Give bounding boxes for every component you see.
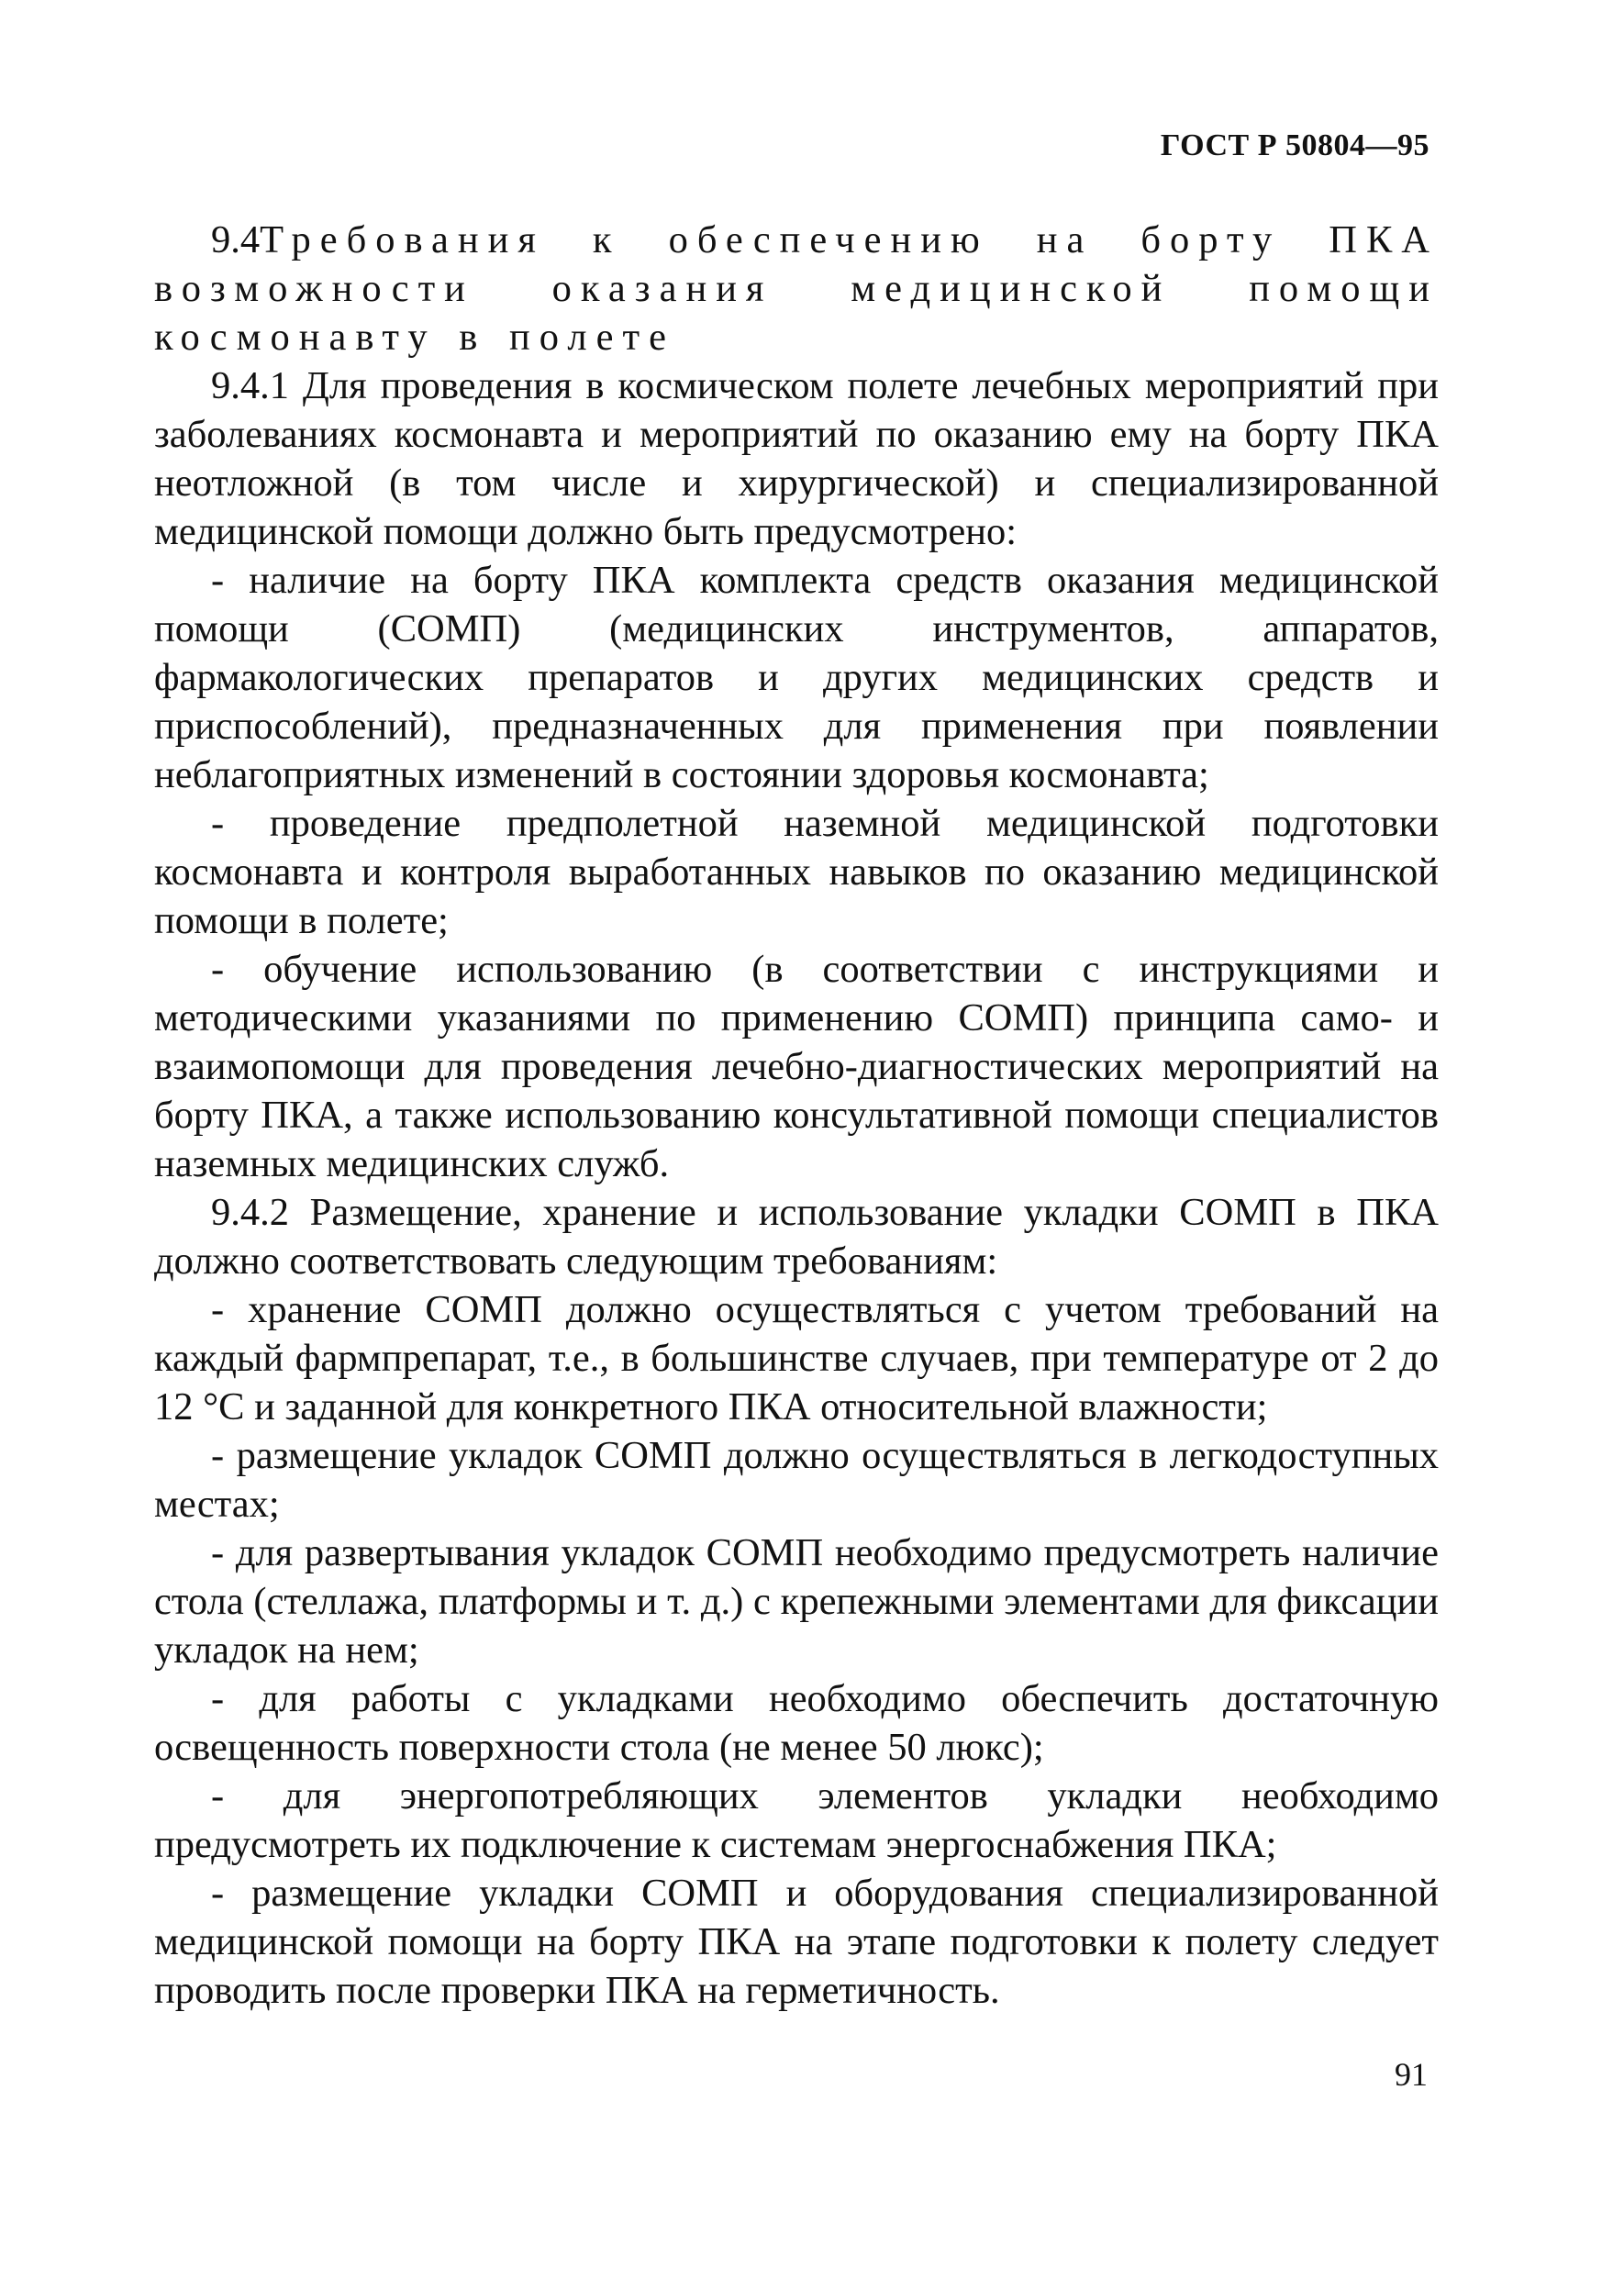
document-body	[154, 216, 1439, 2015]
list-item: - проведение предполетной наземной медицинской подготовки космонавта и контроля выработанных навыков по оказанию медицинской помощи в полете;	[154, 802, 1439, 942]
list-item: - для развертывания укладок СОМП необходимо предусмотреть наличие стола (стеллажа, платформы и т. д.) с крепежными элементами для фиксации укладок на нем;	[154, 1531, 1439, 1672]
section-title-text: Требования к обеспечению на борту ПКА возможности оказания медицинской помощи космонавту в полете	[154, 218, 1439, 359]
list-item: - наличие на борту ПКА комплекта средств оказания медицинской помощи (СОМП) (медицинских инструментов, аппаратов, фармакологических препаратов и других медицинских средств и приспособлений), предназначенных для применения при появлении неблагоприятных изменений в состоянии здоровья космонавта;	[154, 559, 1439, 796]
section-heading	[154, 216, 1439, 361]
list-item: - размещение укладки СОМП и оборудования специализированной медицинской помощи на борту ПКА на этапе подготовки к полету следует проводить после проверки ПКА на герметичность.	[154, 1872, 1439, 2012]
list-item: - размещение укладок СОМП должно осуществляться в легкодоступных местах;	[154, 1434, 1439, 1526]
paragraph-9-4-2: 9.4.2 Размещение, хранение и использование укладки СОМП в ПКА должно соответствовать следующим требованиям:	[154, 1191, 1439, 1283]
page-number: 91	[1395, 2056, 1428, 2093]
list-item: - для работы с укладками необходимо обеспечить достаточную освещенность поверхности стола (не менее 50 люкс);	[154, 1677, 1439, 1769]
standard-code-header: ГОСТ Р 50804—95	[1160, 128, 1429, 162]
list-item: - для энергопотребляющих элементов укладки необходимо предусмотреть их подключение к системам энергоснабжения ПКА;	[154, 1774, 1439, 1866]
list-item: - хранение СОМП должно осуществляться с учетом требований на каждый фармпрепарат, т.е., в большинстве случаев, при температуре от 2 до 12 °С и заданной для конкретного ПКА относительной влажности;	[154, 1288, 1439, 1428]
paragraph-9-4-1: 9.4.1 Для проведения в космическом полете лечебных мероприятий при заболеваниях космонавта и мероприятий по оказанию ему на борту ПКА неотложной (в том числе и хирургической) и специализированной медицинской помощи должно быть предусмотрено:	[154, 364, 1439, 553]
section-number: 9.4	[211, 218, 261, 261]
list-item: - обучение использованию (в соответствии с инструкциями и методическими указаниями по применению СОМП) принципа само- и взаимопомощи для проведения лечебно-диагностических мероприятий на борту ПКА, а также использованию консультативной помощи специалистов наземных медицинских служб.	[154, 948, 1439, 1185]
